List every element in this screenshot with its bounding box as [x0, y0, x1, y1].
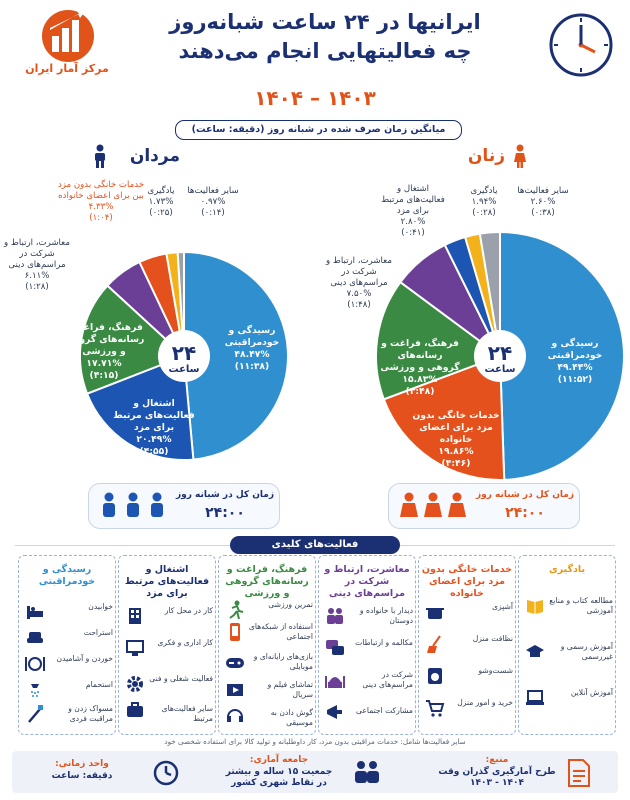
women-center-number: ۲۴: [487, 341, 513, 365]
footer-unit: واحد زمانی: دقیقه: ساعت: [51, 759, 113, 781]
running-icon: [225, 600, 245, 620]
men-center-number: ۲۴: [171, 341, 197, 365]
men-label-domestic: خدمات خانگی بدون مزد بین برای اعضای خانواده ۴.۳۳% (۱:۰۴): [57, 180, 145, 223]
women-total-label: زمان کل در شبانه روز: [475, 490, 575, 500]
family-icon: [325, 606, 345, 626]
men-label-social: معاشرت، ارتباط و شرکت در مراسم‌های دینی ۶.۱۱% (۱:۲۸): [4, 238, 70, 292]
people-icon: [397, 492, 469, 524]
pot-icon: [425, 602, 445, 622]
megaphone-icon: [325, 702, 345, 722]
activity-column-learning: یادگیری مطالعه کتاب و منابع آموزشی آموزش رسمی و غیررسمی آموزش آنلاین: [518, 555, 616, 735]
plate-icon: [25, 654, 45, 674]
broom-icon: [425, 634, 445, 654]
book-icon: [525, 596, 545, 616]
building-icon: [125, 606, 145, 626]
briefcase-icon: [125, 700, 145, 720]
men-label-other: سایر فعالیت‌ها ۰.۹۷% (۰:۱۴): [187, 186, 239, 218]
gamepad-icon: [225, 652, 245, 672]
clock-icon: [152, 759, 180, 791]
men-label-learning: یادگیری ۱.۷۳% (۰:۲۵): [147, 186, 175, 218]
title-line-1: ایرانیها در ۲۴ ساعت شبانه‌روز: [169, 10, 481, 34]
footnote: سایر فعالیت‌ها شامل: خدمات مراقبتی بدون مزد، کار داوطلبانه و تولید کالا برای استفاده شخصی خود: [164, 737, 466, 746]
chat-icon: [325, 638, 345, 658]
activity-column-domestic: خدمات خانگی بدون مزد برای اعضای خانواده آشپزی نظافت منزل شست‌وشو خرید و امور منزل: [418, 555, 516, 735]
men-center: [156, 342, 212, 375]
people-icon: [97, 492, 169, 524]
bed-icon: [25, 602, 45, 622]
group-icon: [352, 759, 382, 789]
women-title: زنان: [467, 146, 505, 166]
women-label-leisure: فرهنگ، فراغت و رسانه‌های گروهی و ورزشی ۱۵.۸۳% (۳:۴۸): [380, 338, 460, 397]
footer-source: منبع: طرح آمارگیری گذران وقت ۱۴۰۴ - ۱۴۰۳: [438, 755, 556, 788]
women-total-box: [388, 483, 580, 529]
activity-column-employment: اشتغال و فعالیت‌های مرتبط برای مزد کار در محل کار کار اداری و فکری فعالیت شغلی و فنی سایر فعالیت‌های مرتبط: [118, 555, 216, 735]
women-label-social: معاشرت، ارتباط و شرکت در مراسم‌های دینی ۷.۵۰% (۱:۴۸): [326, 256, 392, 310]
monitor-icon: [125, 638, 145, 658]
men-total-label: زمان کل در شبانه روز: [175, 490, 275, 500]
document-icon: [566, 759, 592, 791]
title-line-2: چه فعالیتهایی انجام می‌دهند: [178, 39, 472, 63]
toothbrush-icon: [25, 704, 45, 724]
women-label-domestic: خدمات خانگی بدون مزد برای اعضای خانواده ۱۹.۸۶% (۴:۴۶): [412, 410, 500, 469]
women-center: [472, 342, 528, 375]
gear-icon: [125, 674, 145, 694]
women-total-value: ۲۴:۰۰: [505, 505, 545, 521]
women-label-employment: اشتغال و فعالیت‌های مرتبط برای مزد ۲.۸۰% (۰:۴۱): [381, 184, 445, 238]
shopping-cart-icon: [425, 698, 445, 718]
women-label-learning: یادگیری ۱.۹۴% (۰:۲۸): [470, 186, 498, 218]
washing-machine-icon: [425, 666, 445, 686]
women-label-selfcare: رسیدگی و خودمراقبتی ۴۹.۴۴% (۱۱:۵۲): [547, 338, 603, 385]
logo-text: مرکز آمار ایران: [25, 62, 109, 75]
laptop-icon: [525, 688, 545, 708]
men-label-selfcare: رسیدگی و خودمراقبتی ۴۸.۴۷% (۱۱:۳۸): [224, 325, 280, 372]
years: ۱۴۰۳ – ۱۴۰۴: [254, 86, 376, 110]
men-title: مردان: [129, 146, 180, 166]
men-total-box: [88, 483, 280, 529]
shower-icon: [25, 680, 45, 700]
women-label-other: سایر فعالیت‌ها ۲.۶۰% (۰:۳۸): [517, 186, 569, 218]
mosque-icon: [325, 670, 345, 690]
footer: [12, 751, 618, 793]
footer-population: جامعه آماری: جمعیت ۱۵ ساله و بیشتر در نقاط شهری کشور: [225, 755, 333, 788]
graduation-cap-icon: [525, 642, 545, 662]
men-label-leisure: فرهنگ، فراغت و رسانه‌های گروهی و ورزشی ۱۷.۷۱% (۴:۱۵): [63, 322, 145, 381]
activity-column-social: معاشرت، ارتباط و شرکت در مراسم‌های دینی دیدار با خانواده و دوستان مکالمه و ارتباطات شرکت در مراسم‌های دینی مشارکت اجتماعی: [318, 555, 416, 735]
activity-column-leisure: فرهنگ، فراغت و رسانه‌های گروهی و ورزشی تمرین ورزشی استفاده از شبکه‌های اجتماعی بازی‌های رایانه‌ای و موبایلی تماشای فیلم و سریال گوش دادن به موسیقی: [218, 555, 316, 735]
key-activities-title: فعالیت‌های کلیدی: [230, 536, 400, 554]
activity-column-selfcare: رسیدگی و خودمراقبتی خوابیدن استراحت خوردن و آشامیدن استحمام مسواک زدن و مراقبت فردی: [18, 555, 116, 735]
men-total-value: ۲۴:۰۰: [205, 505, 245, 521]
film-icon: [225, 680, 245, 700]
men-label-employment: اشتغال و فعالیت‌های مرتبط برای مزد ۲۰.۴۹% (۴:۵۵): [113, 398, 195, 457]
headphones-icon: [225, 704, 245, 724]
phone-social-icon: [225, 622, 245, 642]
armchair-icon: [25, 628, 45, 648]
subtitle-pill: میانگین زمان صرف شده در شبانه روز (دقیقه: ساعت): [175, 120, 462, 140]
women-center-unit: ساعت: [484, 364, 516, 375]
men-center-unit: ساعت: [168, 364, 200, 375]
